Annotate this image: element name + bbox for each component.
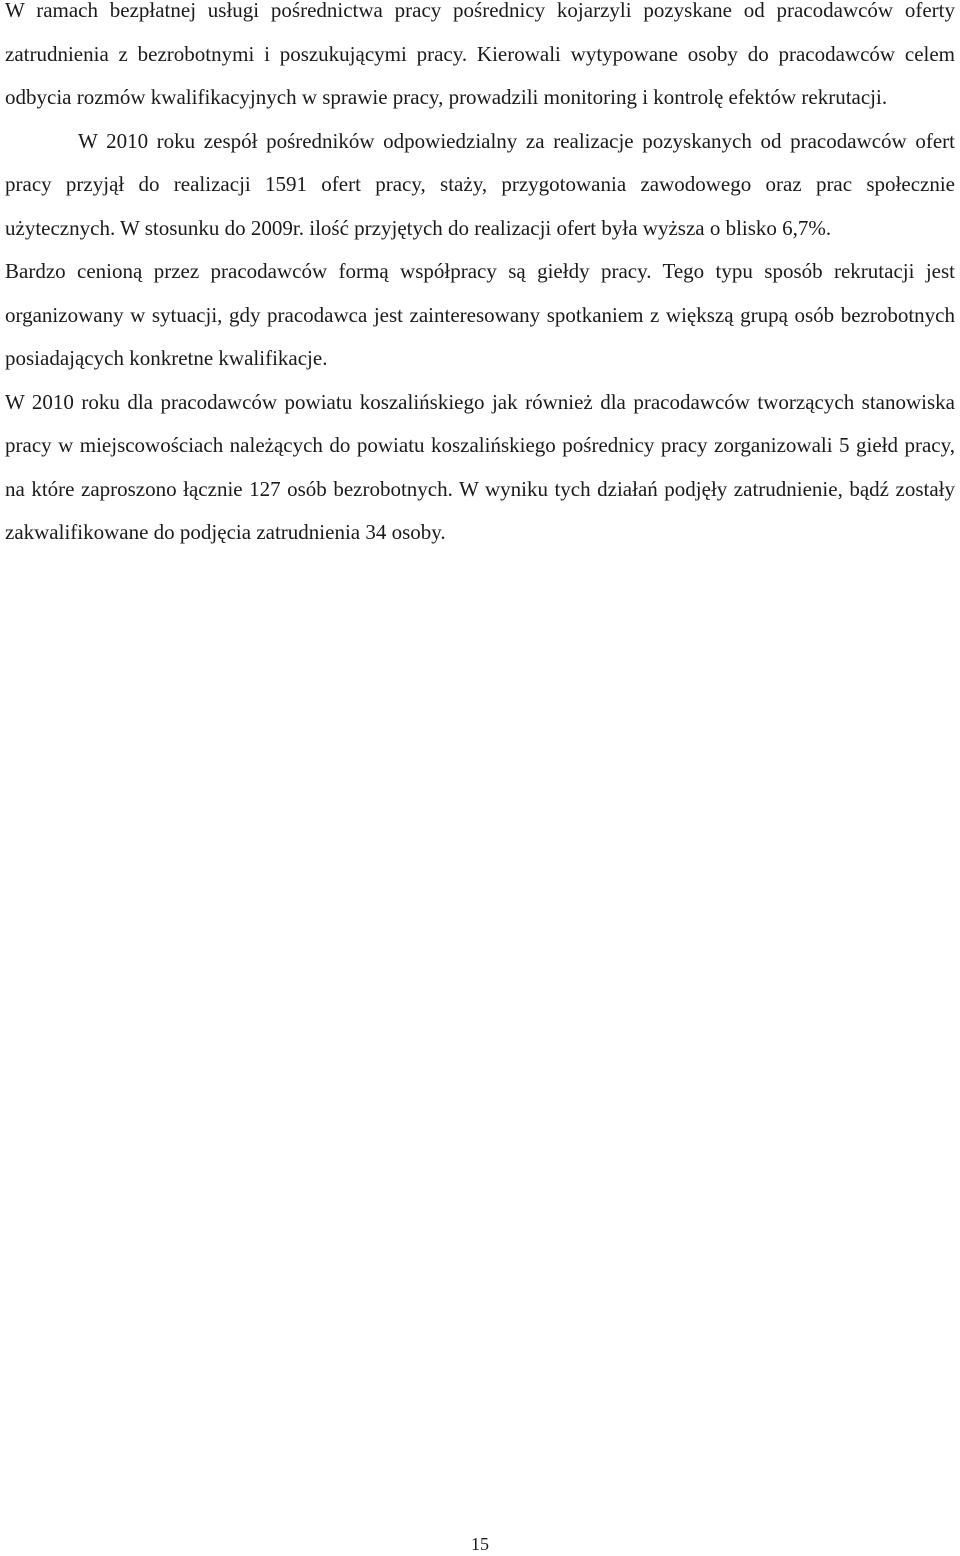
- paragraph-job-fairs: Bardzo cenioną przez pracodawców formą współpracy są giełdy pracy. Tego typu sposób rekrutacji jest organizowany w sytuacji, gdy pracodawca jest zainteresowany spotkaniem z większą grupą osób bezrobotnych posiadających konkretne kwalifikacje.: [5, 259, 955, 370]
- page-number: 15: [471, 1534, 489, 1554]
- paragraph-job-offers-2010: W 2010 roku zespół pośredników odpowiedzialny za realizacje pozyskanych od pracodawców ofert pracy przyjął do realizacji 1591 ofert pracy, staży, przygotowania zawodowego oraz prac społecznie użytecznych. W stosunku do 2009r. ilość przyjętych do realizacji ofert była wyższa o blisko 6,7%.: [5, 128, 955, 240]
- paragraph-mediation-services: W ramach bezpłatnej usługi pośrednictwa pracy pośrednicy kojarzyli pozyskane od pracodawców oferty zatrudnienia z bezrobotnymi i poszukującymi pracy. Kierowali wytypowane osoby do pracodawców celem odbycia rozmów kwalifikacyjnych w sprawie pracy, prowadzili monitoring i kontrolę efektów rekrutacji.: [5, 0, 955, 109]
- document-page: [5, 0, 955, 555]
- paragraph-job-fairs-2010: W 2010 roku dla pracodawców powiatu koszalińskiego jak również dla pracodawców tworzących stanowiska pracy w miejscowościach należących do powiatu koszalińskiego pośrednicy pracy zorganizowali 5 giełd pracy, na które zaproszono łącznie 127 osób bezrobotnych. W wyniku tych działań podjęły zatrudnienie, bądź zostały zakwalifikowane do podjęcia zatrudnienia 34 osoby.: [5, 389, 955, 544]
